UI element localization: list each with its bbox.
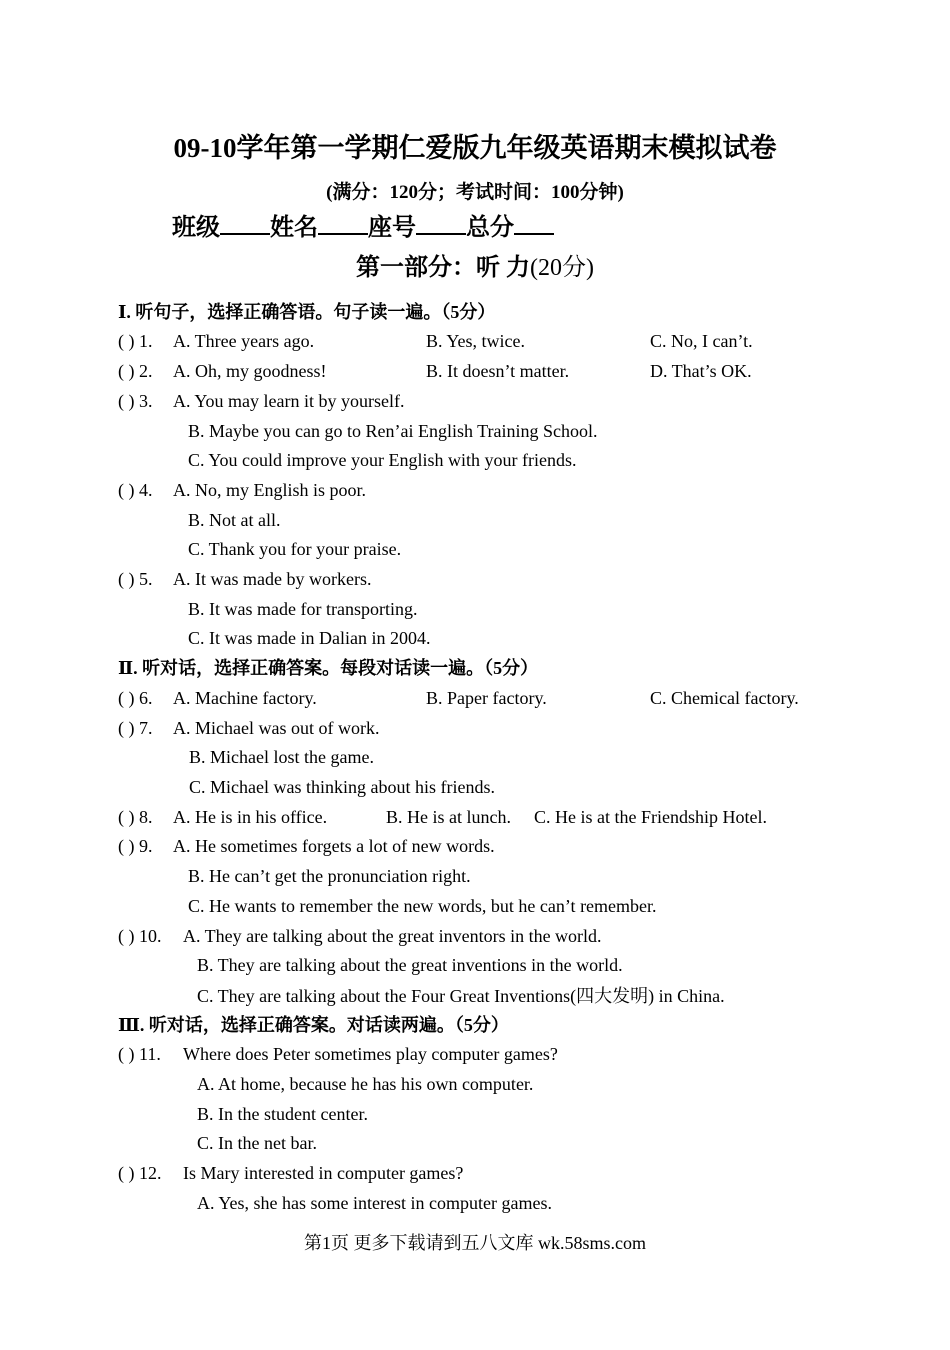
section2-heading: Ⅱ. 听对话，选择正确答案。每段对话读一遍。（5分） — [118, 658, 539, 678]
q6-option-b: B. Paper factory. — [426, 688, 547, 708]
q3-option-a: A. You may learn it by yourself. — [173, 391, 405, 411]
q5-option-b: B. It was made for transporting. — [188, 599, 418, 619]
q10-option-c: C. They are talking about the Four Great Inventions(四大发明) in China. — [197, 986, 725, 1006]
q8-option-a: A. He is in his office. — [173, 807, 328, 827]
q12-number: ( ) 12. — [118, 1163, 162, 1183]
q11-number: ( ) 11. — [118, 1044, 161, 1064]
q5-option-c: C. It was made in Dalian in 2004. — [188, 628, 431, 648]
seat-label: 座号 — [368, 215, 416, 241]
q9-number: ( ) 9. — [118, 836, 153, 856]
part1-heading: 第一部分：听 力(20分) — [356, 255, 594, 281]
q2-option-d: D. That’s OK. — [650, 361, 752, 381]
section3-heading: Ⅲ. 听对话，选择正确答案。对话读两遍。（5分） — [118, 1015, 509, 1035]
q7-number: ( ) 7. — [118, 718, 153, 738]
q7-option-b: B. Michael lost the game. — [189, 747, 374, 767]
q3-option-c: C. You could improve your English with your friends. — [188, 450, 577, 470]
exam-subtitle: (满分：120分；考试时间：100分钟) — [326, 182, 624, 203]
q12-option-a: A. Yes, she has some interest in computer games. — [197, 1193, 552, 1213]
q10-option-a: A. They are talking about the great inventors in the world. — [183, 926, 602, 946]
q3-option-b: B. Maybe you can go to Ren’ai English Training School. — [188, 421, 598, 441]
q2-option-a: A. Oh, my goodness! — [173, 361, 327, 381]
seat-blank[interactable] — [416, 209, 466, 235]
q5-number: ( ) 5. — [118, 569, 153, 589]
q10-number: ( ) 10. — [118, 926, 162, 946]
q5-option-a: A. It was made by workers. — [173, 569, 372, 589]
q11-question: Where does Peter sometimes play computer games? — [183, 1044, 558, 1064]
class-label: 班级 — [172, 215, 220, 241]
q1-option-c: C. No, I can’t. — [650, 331, 753, 351]
section1-heading: Ⅰ. 听句子，选择正确答语。句子读一遍。（5分） — [118, 302, 496, 322]
q4-number: ( ) 4. — [118, 480, 153, 500]
total-blank[interactable] — [514, 209, 554, 235]
exam-title: 09-10学年第一学期仁爱版九年级英语期末模拟试卷 — [173, 133, 777, 163]
total-label: 总分 — [466, 215, 514, 241]
q6-option-c: C. Chemical factory. — [650, 688, 799, 708]
q2-option-b: B. It doesn’t matter. — [426, 361, 570, 381]
q4-option-b: B. Not at all. — [188, 510, 281, 530]
q7-option-a: A. Michael was out of work. — [173, 718, 380, 738]
q7-option-c: C. Michael was thinking about his friends. — [189, 777, 495, 797]
name-blank[interactable] — [318, 209, 368, 235]
q9-option-c: C. He wants to remember the new words, but he can’t remember. — [188, 896, 657, 916]
q6-option-a: A. Machine factory. — [173, 688, 317, 708]
class-blank[interactable] — [220, 209, 270, 235]
q1-option-b: B. Yes, twice. — [426, 331, 526, 351]
name-label: 姓名 — [270, 215, 318, 241]
q1-number: ( ) 1. — [118, 331, 153, 351]
q9-option-a: A. He sometimes forgets a lot of new words. — [173, 836, 495, 856]
q8-option-b: B. He is at lunch. — [386, 807, 511, 827]
q2-number: ( ) 2. — [118, 361, 153, 381]
q11-option-b: B. In the student center. — [197, 1104, 368, 1124]
q12-question: Is Mary interested in computer games? — [183, 1163, 464, 1183]
q4-option-a: A. No, my English is poor. — [173, 480, 367, 500]
q11-option-c: C. In the net bar. — [197, 1133, 317, 1153]
q8-number: ( ) 8. — [118, 807, 153, 827]
q1-option-a: A. Three years ago. — [173, 331, 315, 351]
q9-option-b: B. He can’t get the pronunciation right. — [188, 866, 471, 886]
q3-number: ( ) 3. — [118, 391, 153, 411]
q8-option-c: C. He is at the Friendship Hotel. — [534, 807, 767, 827]
student-info-fields — [172, 209, 554, 244]
page-footer: 第1页 更多下载请到五八文库 wk.58sms.com — [304, 1233, 646, 1253]
q6-number: ( ) 6. — [118, 688, 153, 708]
q10-option-b: B. They are talking about the great inventions in the world. — [197, 955, 623, 975]
q4-option-c: C. Thank you for your praise. — [188, 539, 402, 559]
q11-option-a: A. At home, because he has his own computer. — [197, 1074, 534, 1094]
